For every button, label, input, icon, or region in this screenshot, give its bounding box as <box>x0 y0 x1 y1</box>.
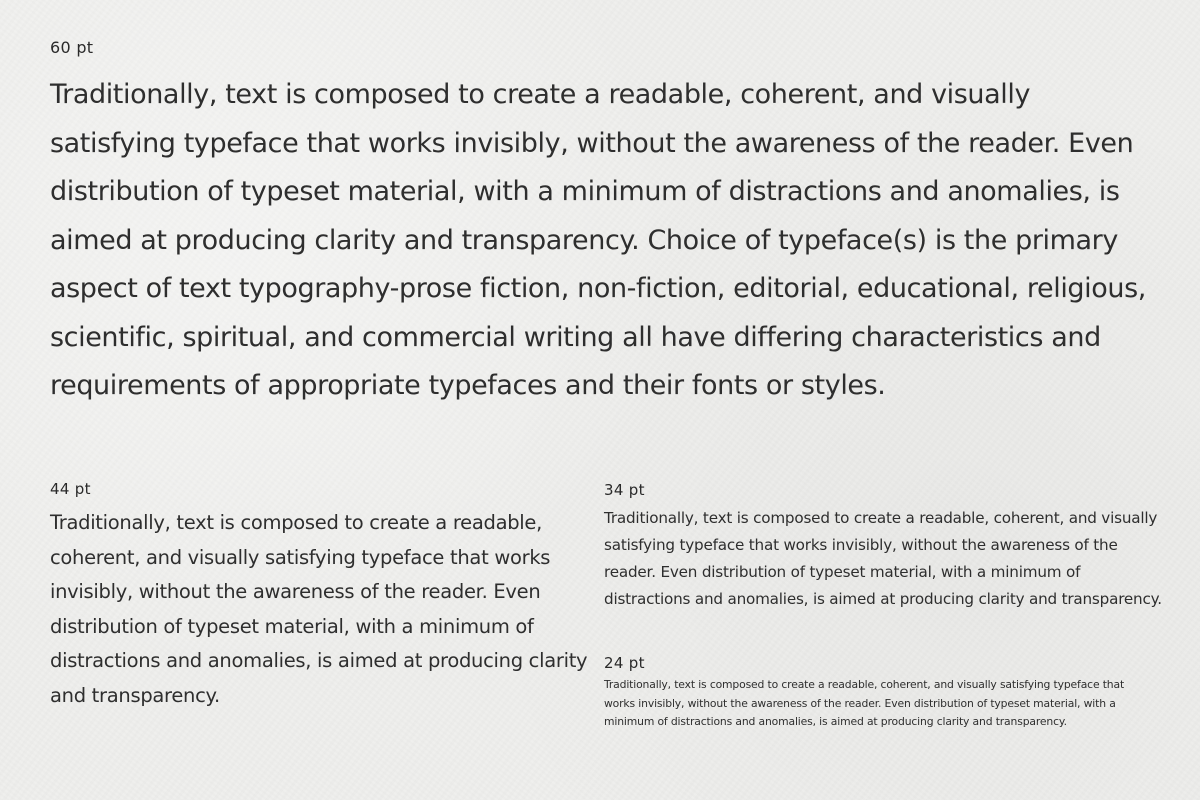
size-label-24pt: 24 pt <box>604 654 645 672</box>
sample-text-34pt: Traditionally, text is composed to create a readable, coherent, and visually satisfying typeface that works invisibly, without the awareness of the reader. Even distribution of typeset material, with a minimum of distractions and anomalies, is aimed at producing clarity and transparency. <box>604 509 1162 608</box>
sample-text-60pt: Traditionally, text is composed to create a readable, coherent, and visually satisfying typeface that works invisibly, without the awareness of the reader. Even distribution of typeset material, with a minimum of distractions and anomalies, is aimed at producing clarity and transparency. Choice of typeface(s) is the primary aspect of text typography-prose fiction, non-fiction, editorial, educational, religious, scientific, spiritual, and commercial writing all have differing characteristics and requirements of appropriate typefaces and their fonts or styles. <box>50 79 1146 401</box>
sample-block-44pt <box>50 480 590 713</box>
size-label-34pt: 34 pt <box>604 481 645 499</box>
size-label-44pt: 44 pt <box>50 480 91 498</box>
sample-block-24pt <box>604 654 1144 732</box>
sample-block-34pt <box>604 481 1164 613</box>
sample-text-44pt: Traditionally, text is composed to create a readable, coherent, and visually satisfying typeface that works invisibly, without the awareness of the reader. Even distribution of typeset material, with a minimum of distractions and anomalies, is aimed at producing clarity and transparency. <box>50 511 588 707</box>
sample-block-60pt <box>50 38 1160 411</box>
sample-text-24pt: Traditionally, text is composed to create a readable, coherent, and visually satisfying typeface that works invisibly, without the awareness of the reader. Even distribution of typeset material, with a minimum of distractions and anomalies, is aimed at producing clarity and transparency. <box>604 678 1125 728</box>
size-label-60pt: 60 pt <box>50 38 94 57</box>
